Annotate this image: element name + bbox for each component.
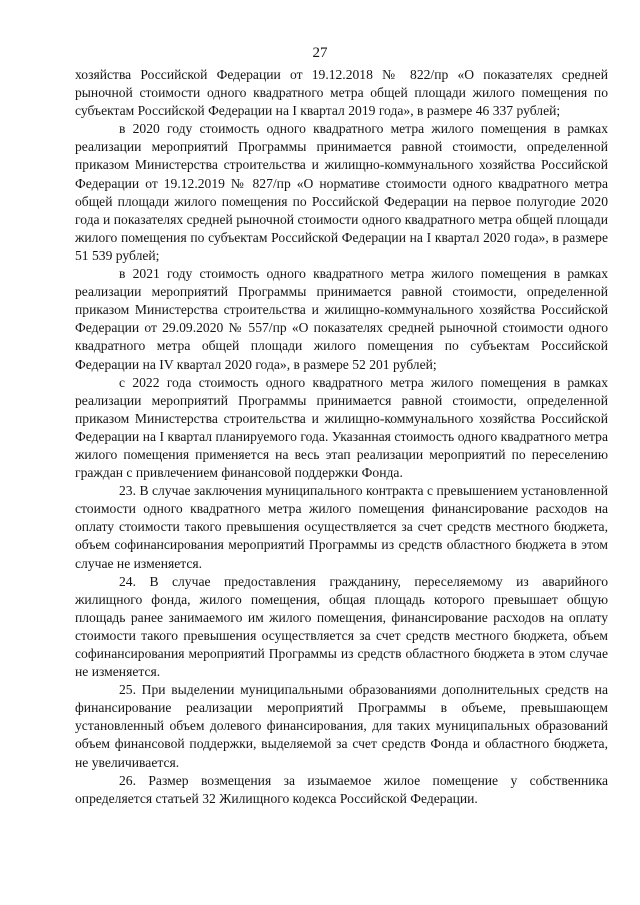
paragraph-clause-25: 25. При выделении муниципальными образованиями дополнительных средств на финансирование реализации мероприятий Программы в объеме, превышающем установленный объем долевого финансирования, для таких муниципальных образований объем финансовой поддержки, выделяемой за счет средств Фонда и областного бюджета, не увеличивается. — [75, 682, 608, 770]
paragraph-2020-cost: в 2020 году стоимость одного квадратного метра жилого помещения в рамках реализации мероприятий Программы принимается равной стоимости, определенной приказом Министерства строительства и жилищно-коммунального хозяйства Российской Федерации от 19.12.2019 № 827/пр «О нормативе стоимости одного квадратного метра общей площади жилого помещения по Российской Федерации на первое полугодие 2020 года и показателях средней рыночной стоимости одного квадратного метра общей площади жилого помещения по субъектам Российской Федерации на I квартал 2020 года», в размере 51 539 рублей; — [75, 121, 608, 263]
paragraph-continuation-2019-cost: хозяйства Российской Федерации от 19.12.2018 № 822/пр «О показателях средней рыночной стоимости одного квадратного метра общей площади жилого помещения по субъектам Российской Федерации на I квартал 2019 года», в размере 46 337 рублей; — [75, 67, 608, 119]
paragraph-clause-23: 23. В случае заключения муниципального контракта с превышением установленной стоимости одного квадратного метра жилого помещения финансирование расходов на оплату стоимости такого превышения осуществляется за счет средств местного бюджета, объем софинансирования мероприятий Программы из средств областного бюджета в этом случае не изменяется. — [75, 483, 608, 571]
document-body — [75, 66, 608, 808]
paragraph-clause-26: 26. Размер возмещения за изымаемое жилое помещение у собственника определяется статьей 32 Жилищного кодекса Российской Федерации. — [75, 772, 608, 806]
paragraph-2022-cost: с 2022 года стоимость одного квадратного метра жилого помещения в рамках реализации мероприятий Программы принимается равной стоимости, определенной приказом Министерства строительства и жилищно-коммунального хозяйства Российской Федерации на I квартал планируемого года. Указанная стоимость одного квадратного метра жилого помещения применяется на весь этап реализации мероприятий по переселению граждан с привлечением финансовой поддержки Фонда. — [75, 374, 608, 481]
paragraph-clause-24: 24. В случае предоставления гражданину, переселяемому из аварийного жилищного фонда, жилого помещения, общая площадь которого превышает общую площадь ранее занимаемого им жилого помещения, финансирование расходов на оплату стоимости такого превышения осуществляется за счет средств местного бюджета, объем софинансирования мероприятий Программы из средств областного бюджета в этом случае не изменяется. — [75, 573, 608, 680]
paragraph-2021-cost: в 2021 году стоимость одного квадратного метра жилого помещения в рамках реализации мероприятий Программы принимается равной стоимости, определенной приказом Министерства строительства и жилищно-коммунального хозяйства Российской Федерации от 29.09.2020 № 557/пр «О показателях средней рыночной стоимости одного квадратного метра общей площади жилого помещения по субъектам Российской Федерации на IV квартал 2020 года», в размере 52 201 рублей; — [75, 266, 608, 372]
page-number: 27 — [312, 45, 328, 61]
